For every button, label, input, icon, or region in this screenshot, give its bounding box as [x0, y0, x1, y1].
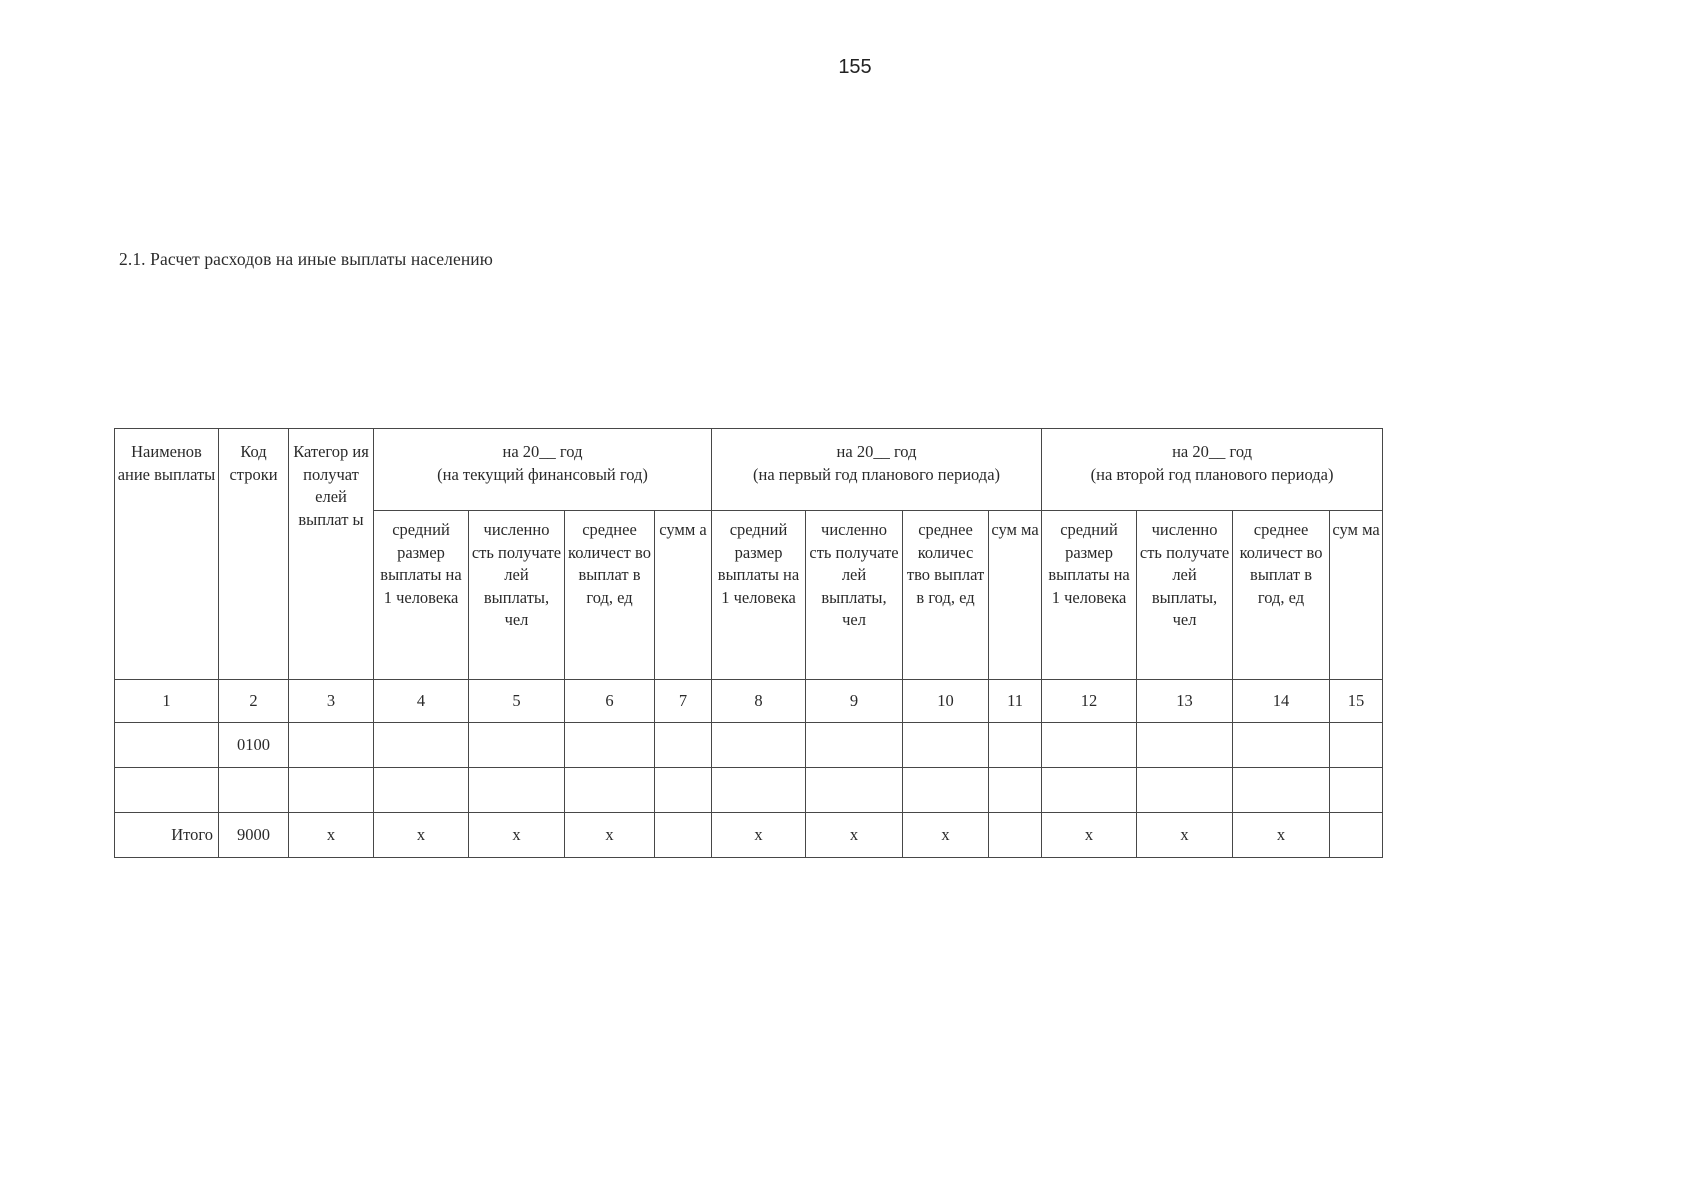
column-number: 6 [565, 680, 655, 723]
section-title: 2.1. Расчет расходов на иные выплаты населению [119, 249, 493, 269]
subheader-recipients: численно сть получате лей выплаты, чел [806, 511, 903, 680]
table-cell [289, 768, 374, 813]
subheader-avg-count: среднее количест во выплат в год, ед [1233, 511, 1330, 680]
subheader-avg-payment: средний размер выплаты на 1 человека [712, 511, 806, 680]
table-cell [655, 723, 712, 768]
table-cell: x [565, 813, 655, 858]
payments-calculation-table [114, 428, 1383, 858]
column-number: 7 [655, 680, 712, 723]
header-name: Наименов ание выплаты [115, 429, 219, 680]
table-cell [1330, 768, 1383, 813]
subheader-avg-payment: средний размер выплаты на 1 человека [1042, 511, 1137, 680]
period-title: на 20__ год [502, 442, 583, 461]
table-cell [903, 768, 989, 813]
total-label: Итого [115, 813, 219, 858]
table-cell [565, 768, 655, 813]
header-period-second-plan [1042, 429, 1383, 511]
header-period-first-plan [712, 429, 1042, 511]
table-cell [806, 768, 903, 813]
table-cell [1042, 723, 1137, 768]
subheader-sum: сум ма [1330, 511, 1383, 680]
column-number: 5 [469, 680, 565, 723]
column-number: 15 [1330, 680, 1383, 723]
table-cell [903, 723, 989, 768]
column-number: 8 [712, 680, 806, 723]
table-cell: x [712, 813, 806, 858]
table-cell [1042, 768, 1137, 813]
table-cell: x [1233, 813, 1330, 858]
table-cell [219, 768, 289, 813]
table-cell: x [1042, 813, 1137, 858]
page-number: 155 [838, 56, 872, 78]
subheader-avg-payment: средний размер выплаты на 1 человека [374, 511, 469, 680]
subheader-recipients: численно сть получате лей выплаты, чел [469, 511, 565, 680]
table-cell [655, 813, 712, 858]
table-cell [374, 768, 469, 813]
table-cell [712, 768, 806, 813]
column-number: 3 [289, 680, 374, 723]
period-title: на 20__ год [836, 442, 917, 461]
subheader-avg-count: среднее количест во выплат в год, ед [565, 511, 655, 680]
column-number: 2 [219, 680, 289, 723]
table-cell [565, 723, 655, 768]
header-code: Код строки [219, 429, 289, 680]
table-cell [469, 723, 565, 768]
header-row-periods [115, 429, 1383, 511]
table-cell [1233, 768, 1330, 813]
table-cell [1233, 723, 1330, 768]
column-number: 4 [374, 680, 469, 723]
table-cell: x [374, 813, 469, 858]
table-cell: x [469, 813, 565, 858]
table-cell: 0100 [219, 723, 289, 768]
column-number: 10 [903, 680, 989, 723]
table-cell [289, 723, 374, 768]
table-cell: x [903, 813, 989, 858]
table-row [115, 723, 1383, 768]
subheader-avg-count: среднее количес тво выплат в год, ед [903, 511, 989, 680]
column-number: 9 [806, 680, 903, 723]
table-row [115, 768, 1383, 813]
period-subtitle: (на первый год планового периода) [753, 464, 1001, 484]
table-cell: x [289, 813, 374, 858]
table-cell [989, 768, 1042, 813]
table-cell [115, 768, 219, 813]
subheader-sum: сум ма [989, 511, 1042, 680]
table-cell [1330, 723, 1383, 768]
period-subtitle: (на второй год планового периода) [1090, 464, 1334, 484]
table-cell [115, 723, 219, 768]
table-cell: x [806, 813, 903, 858]
column-numbers-row [115, 680, 1383, 723]
column-number: 11 [989, 680, 1042, 723]
column-number: 12 [1042, 680, 1137, 723]
subheader-recipients: численно сть получате лей выплаты, чел [1137, 511, 1233, 680]
header-category: Категор ия получат елей выплат ы [289, 429, 374, 680]
column-number: 13 [1137, 680, 1233, 723]
table-cell [806, 723, 903, 768]
table-cell [1330, 813, 1383, 858]
column-number: 14 [1233, 680, 1330, 723]
column-number: 1 [115, 680, 219, 723]
header-period-current [374, 429, 712, 511]
table-cell [989, 723, 1042, 768]
subheader-sum: сумм а [655, 511, 712, 680]
total-row [115, 813, 1383, 858]
table-cell [655, 768, 712, 813]
period-subtitle: (на текущий финансовый год) [437, 464, 648, 484]
table-cell [712, 723, 806, 768]
table-cell [374, 723, 469, 768]
table-cell [1137, 723, 1233, 768]
period-title: на 20__ год [1172, 442, 1253, 461]
table-cell: x [1137, 813, 1233, 858]
table-cell [989, 813, 1042, 858]
table-cell [469, 768, 565, 813]
table-cell: 9000 [219, 813, 289, 858]
table-cell [1137, 768, 1233, 813]
